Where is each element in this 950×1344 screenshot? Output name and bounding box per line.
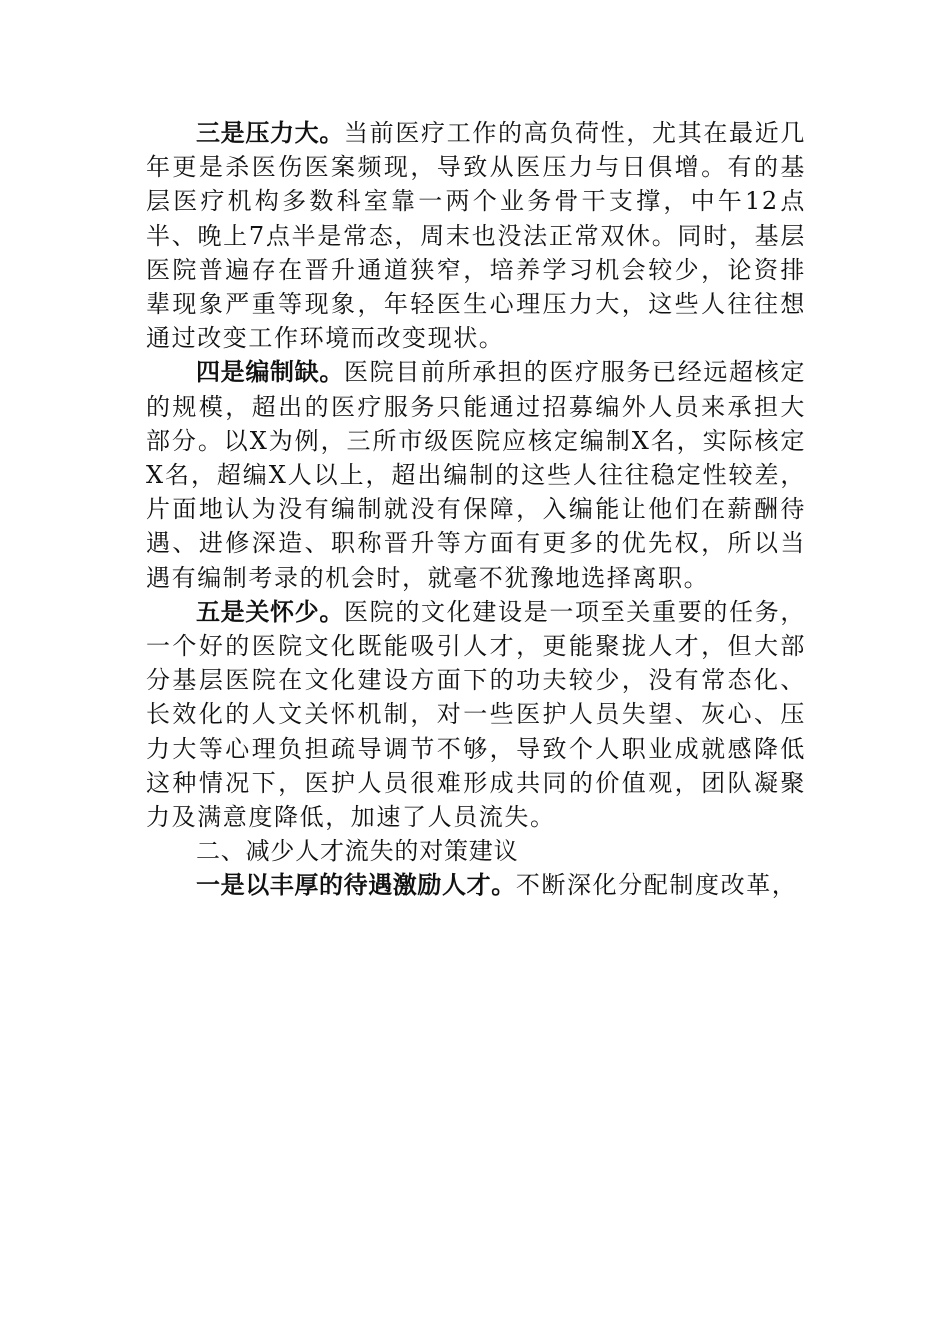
paragraph-body: 医院的文化建设是一项至关重要的任务，一个好的医院文化既能吸引人才，更能聚拢人才，但大部分基层医院在文化建设方面下的功夫较少，没有常态化、长效化的人文关怀机制，对一些医护人员失望、灰心、压力大等心理负担疏导调节不够，导致个人职业成就感降低这种情况下，医护人员很难形成共同的价值观，团队凝聚力及满意度降低，加速了人员流失。 <box>146 597 806 832</box>
paragraph-lead: 三是压力大。 <box>196 119 345 147</box>
document-page <box>146 116 806 903</box>
section-heading: 二、减少人才流失的对策建议 <box>196 837 519 866</box>
paragraph-incentive <box>146 868 806 902</box>
paragraph-staffing <box>146 355 806 594</box>
paragraph-body: 当前医疗工作的高负荷性，尤其在最近几年更是杀医伤医案频现，导致从医压力与日俱增。有的基层医疗机构多数科室靠一两个业务骨干支撑，中午12点半、晚上7点半是常态，周末也没法正常双休。同时，基层医院普遍存在晋升通道狭窄，培养学习机会较少，论资排辈现象严重等现象，年轻医生心理压力大，这些人往往想通过改变工作环境而改变现状。 <box>146 119 806 353</box>
paragraph-lead: 四是编制缺。 <box>196 358 345 387</box>
paragraph-pressure <box>146 116 806 355</box>
paragraph-body: 不断深化分配制度改革， <box>515 871 798 900</box>
paragraph-body: 医院目前所承担的医疗服务已经远超核定的规模，超出的医疗服务只能通过招募编外人员来承担大部分。以X为例，三所市级医院应核定编制X名，实际核定X名，超编X人以上，超出编制的这些人往往稳定性较差，片面地认为没有编制就没有保障，入编能让他们在薪酬待遇、进修深造、职称晋升等方面有更多的优先权，所以当遇有编制考录的机会时，就毫不犹豫地选择离职。 <box>146 358 806 592</box>
paragraph-lead: 一是以丰厚的待遇激励人才。 <box>196 871 516 900</box>
paragraph-lead: 五是关怀少。 <box>196 597 345 626</box>
paragraph-care <box>146 595 806 834</box>
